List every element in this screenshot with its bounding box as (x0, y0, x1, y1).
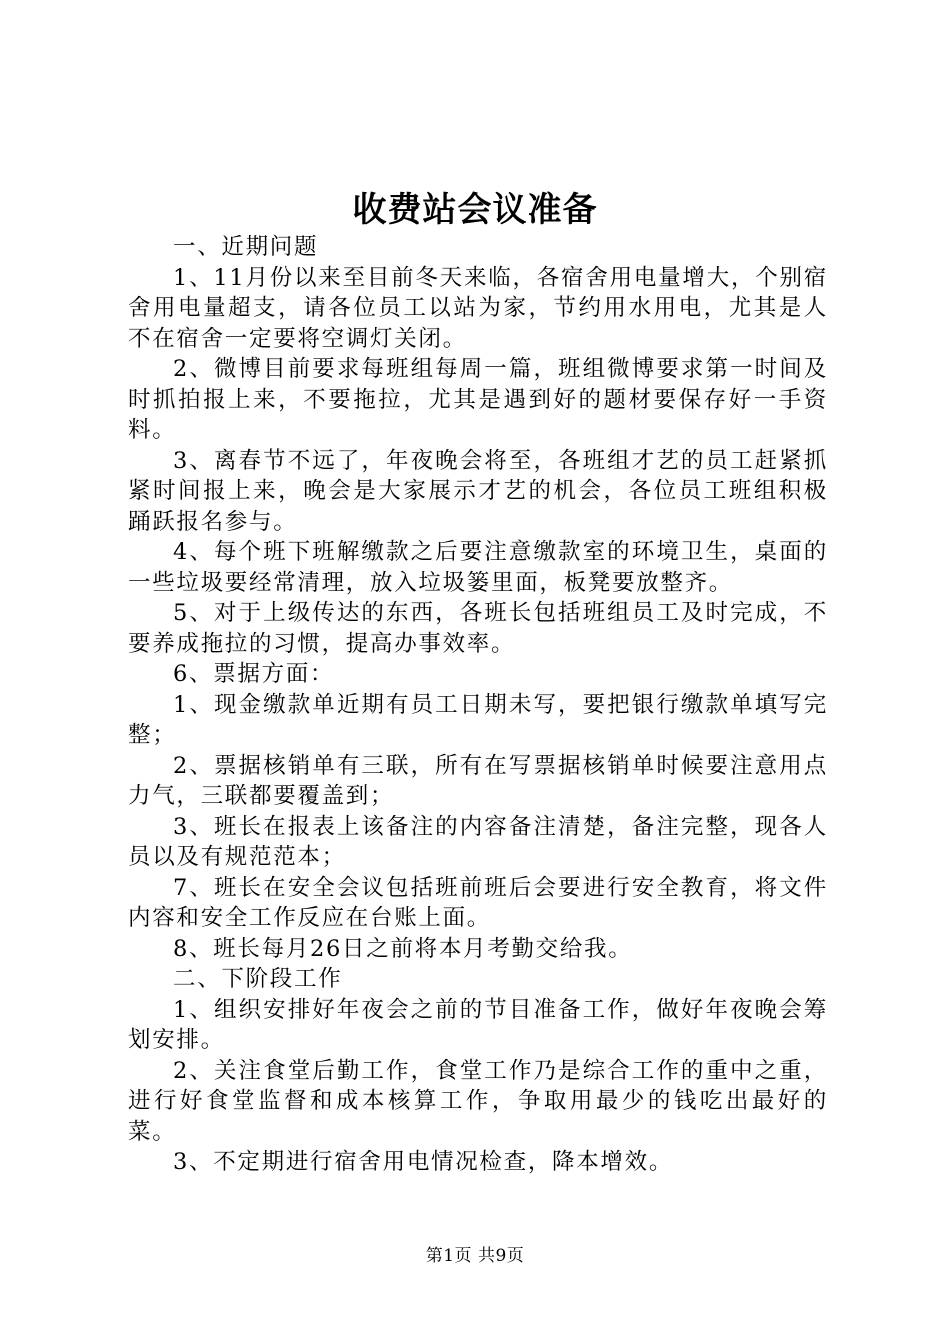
document-body (128, 232, 828, 1178)
document-title: 收费站会议准备 (352, 190, 598, 230)
next-phase-item-1: 1、组织安排好年夜会之前的节目准备工作，做好年夜晚会筹划安排。 (128, 996, 828, 1053)
next-phase-item-2: 2、关注食堂后勤工作，食堂工作乃是综合工作的重中之重，进行好食堂监督和成本核算工作，争取用最少的钱吃出最好的菜。 (128, 1057, 828, 1145)
paragraph-6: 6、票据方面： (173, 661, 335, 687)
page-footer: 第1页 共9页 (425, 1246, 525, 1266)
paragraph-3: 3、离春节不远了，年夜晚会将至，各班组才艺的员工赶紧抓紧时间报上来，晚会是大家展示才艺的机会，各位员工班组积极踊跃报名参与。 (128, 447, 828, 535)
next-phase-item-3: 3、不定期进行宿舍用电情况检查，降本增效。 (173, 1149, 674, 1175)
paragraph-5: 5、对于上级传达的东西，各班长包括班组员工及时完成，不要养成拖拉的习惯，提高办事效率。 (128, 600, 828, 657)
paragraph-6-1: 1、现金缴款单近期有员工日期未写，要把银行缴款单填写完整； (128, 691, 828, 748)
paragraph-1: 1、11月份以来至目前冬天来临，各宿舍用电量增大，个别宿舍用电量超支，请各位员工以站为家，节约用水用电，尤其是人不在宿舍一定要将空调灯关闭。 (128, 264, 828, 352)
section-heading-next-phase: 二、下阶段工作 (173, 966, 343, 992)
paragraph-4: 4、每个班下班解缴款之后要注意缴款室的环境卫生，桌面的一些垃圾要经常清理，放入垃圾篓里面，板凳要放整齐。 (128, 539, 828, 596)
paragraph-6-3: 3、班长在报表上该备注的内容备注清楚，备注完整，现各人员以及有规范范本； (128, 813, 828, 870)
section-heading-recent-issues: 一、近期问题 (173, 234, 319, 260)
paragraph-7: 7、班长在安全会议包括班前班后会要进行安全教育，将文件内容和安全工作反应在台账上面。 (128, 874, 828, 931)
paragraph-6-2: 2、票据核销单有三联，所有在写票据核销单时候要注意用点力气，三联都要覆盖到； (128, 752, 828, 809)
paragraph-2: 2、微博目前要求每班组每周一篇，班组微博要求第一时间及时抓拍报上来，不要拖拉，尤其是遇到好的题材要保存好一手资料。 (128, 356, 828, 443)
paragraph-8: 8、班长每月26日之前将本月考勤交给我。 (173, 935, 633, 962)
